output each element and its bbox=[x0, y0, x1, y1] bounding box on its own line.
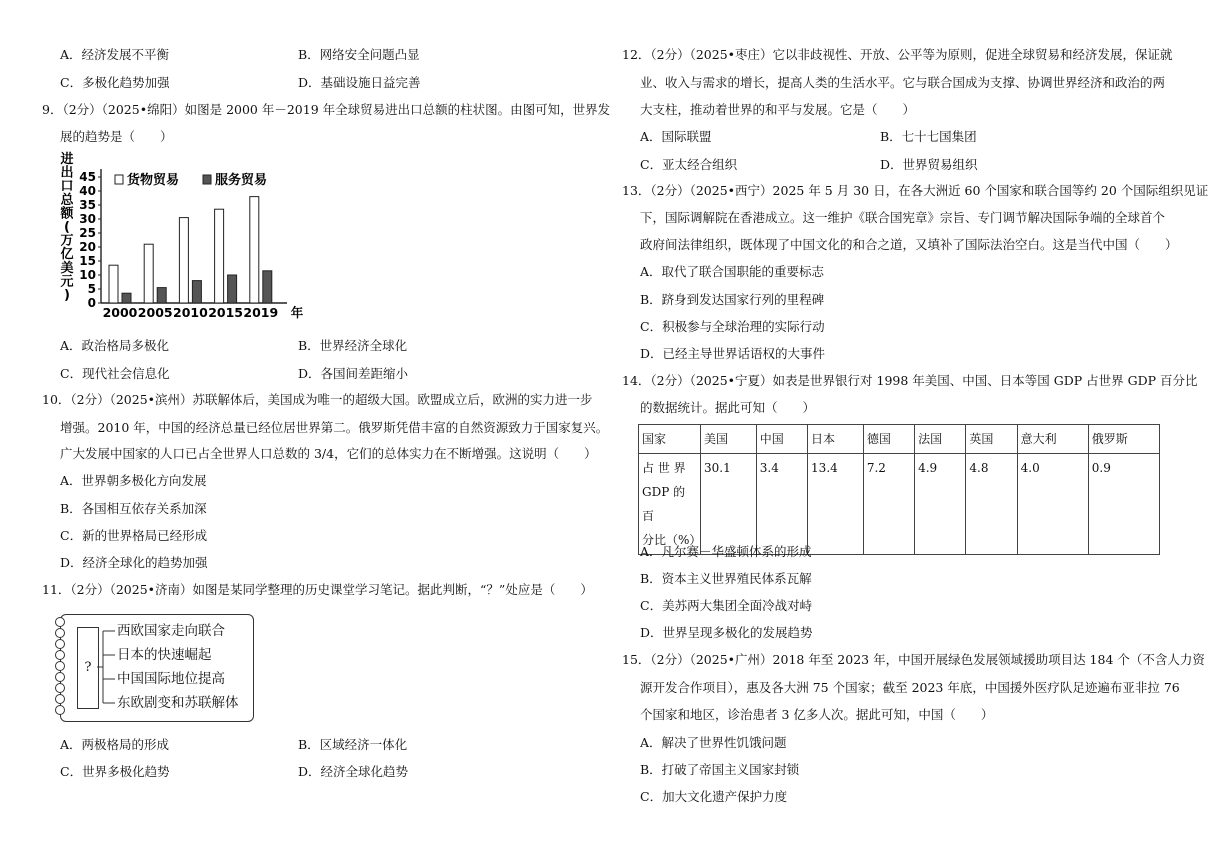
table-cell: 7.2 bbox=[863, 454, 914, 555]
y-axis-label-char: 亿 bbox=[60, 247, 74, 263]
q15-stem-line3: 个国家和地区，诊治患者 3 亿多人次。据此可知，中国（ ） bbox=[640, 707, 994, 722]
q15-stem-line1: 15．（2分）（2025•广州）2018 年至 2023 年，中国开展绿色发展领域援助项目达 184 个（不含人力资 bbox=[622, 652, 1205, 667]
question-mark: ? bbox=[84, 660, 92, 675]
legend-swatch bbox=[115, 175, 123, 184]
legend-label: 货物贸易 bbox=[127, 173, 180, 188]
bracket-lines bbox=[97, 615, 119, 721]
y-tick-label: 30 bbox=[79, 212, 96, 226]
q15-option-c[interactable]: C．加大文化遗产保护力度 bbox=[640, 789, 788, 804]
q10-option-c[interactable]: C．新的世界格局已经形成 bbox=[60, 528, 208, 543]
bar bbox=[192, 281, 201, 303]
table-header-cell: 法国 bbox=[915, 425, 966, 454]
q12-stem-line2: 业、收入与需求的增长，提高人类的生活水平。它与联合国成为支撑、协调世界经济和政治的两 bbox=[640, 75, 1166, 90]
y-axis-label-char: 额 bbox=[60, 206, 74, 222]
bar bbox=[263, 271, 272, 303]
notebook-ring bbox=[55, 705, 65, 715]
x-tick-label: 2019 bbox=[243, 305, 279, 320]
q13-option-d[interactable]: D．已经主导世界话语权的大事件 bbox=[640, 346, 826, 361]
q14-option-a[interactable]: A．凡尔赛－华盛顿体系的形成 bbox=[640, 544, 812, 559]
q15-option-a[interactable]: A．解决了世界性饥饿问题 bbox=[640, 735, 787, 750]
q11-option-a[interactable]: A．两极格局的形成 bbox=[60, 737, 170, 752]
q10-option-d[interactable]: D．经济全球化的趋势加强 bbox=[60, 555, 208, 570]
row-label-line: 分比（%） bbox=[642, 533, 702, 547]
question-mark-box bbox=[77, 627, 99, 709]
q12-option-d[interactable]: D．世界贸易组织 bbox=[880, 157, 978, 172]
table-row bbox=[639, 454, 1160, 555]
bar bbox=[144, 244, 153, 303]
bar bbox=[157, 288, 166, 303]
q9-stem-line1: 9．（2分）（2025•绵阳）如图是 2000 年－2019 年全球贸易进出口总额的柱状图。由图可知，世界发 bbox=[42, 102, 611, 117]
q8-option-c[interactable]: C．多极化趋势加强 bbox=[60, 75, 170, 90]
x-tick-label: 2015 bbox=[208, 305, 243, 320]
bar bbox=[215, 209, 224, 303]
table-cell: 4.0 bbox=[1017, 454, 1088, 555]
table-cell: 3.4 bbox=[756, 454, 807, 555]
table-row-label bbox=[639, 454, 701, 555]
note-item: 西欧国家走向联合 bbox=[117, 623, 225, 639]
table-header-cell: 日本 bbox=[808, 425, 864, 454]
q10-stem-line1: 10．（2分）（2025•滨州）苏联解体后，美国成为唯一的超级大国。欧盟成立后，欧洲的实力进一步 bbox=[42, 392, 593, 407]
q11-stem: 11．（2分）（2025•济南）如图是某同学整理的历史课堂学习笔记。据此判断，“？”处应是（ ） bbox=[42, 582, 593, 597]
q12-option-c[interactable]: C．亚太经合组织 bbox=[640, 157, 738, 172]
bar bbox=[179, 218, 188, 303]
q10-option-b[interactable]: B．各国相互依存关系加深 bbox=[60, 501, 207, 516]
notebook-ring bbox=[55, 628, 65, 638]
trade-bar-chart bbox=[55, 152, 304, 325]
q10-stem-line2: 增强。2010 年，中国的经济总量已经位居世界第二。俄罗斯凭借丰富的自然资源致力于国家复兴。 bbox=[60, 420, 609, 435]
table-header-cell: 意大利 bbox=[1017, 425, 1088, 454]
table-cell: 13.4 bbox=[808, 454, 864, 555]
notebook-ring bbox=[55, 661, 65, 671]
table-cell: 4.9 bbox=[915, 454, 966, 555]
notebook-ring bbox=[55, 683, 65, 693]
q9-option-c[interactable]: C．现代社会信息化 bbox=[60, 366, 170, 381]
note-item: 东欧剧变和苏联解体 bbox=[117, 695, 239, 711]
y-tick-label: 20 bbox=[79, 240, 96, 254]
y-tick-label: 5 bbox=[87, 282, 96, 296]
notebook-ring bbox=[55, 617, 65, 627]
y-axis-label-char: 万 bbox=[60, 233, 74, 249]
table-header-cell: 俄罗斯 bbox=[1088, 425, 1159, 454]
q8-option-b[interactable]: B．网络安全问题凸显 bbox=[298, 47, 420, 62]
gdp-table bbox=[638, 424, 1160, 555]
q11-option-c[interactable]: C．世界多极化趋势 bbox=[60, 764, 170, 779]
y-axis-label-char: ) bbox=[64, 288, 70, 303]
y-tick-label: 35 bbox=[79, 198, 96, 212]
note-item: 中国国际地位提高 bbox=[117, 671, 225, 687]
table-header-cell: 国家 bbox=[639, 425, 701, 454]
x-tick-label: 2005 bbox=[137, 305, 173, 320]
y-tick-label: 10 bbox=[79, 268, 96, 282]
q9-option-b[interactable]: B．世界经济全球化 bbox=[298, 338, 408, 353]
x-tick-label: 2010 bbox=[173, 305, 208, 320]
row-label-line: GDP 的 百 bbox=[642, 485, 686, 523]
note-item: 日本的快速崛起 bbox=[117, 647, 212, 663]
y-tick-label: 25 bbox=[79, 226, 96, 240]
legend-swatch bbox=[203, 175, 211, 184]
y-tick-label: 40 bbox=[79, 184, 96, 198]
x-tick-label: 2000 bbox=[102, 305, 138, 320]
q13-stem-line2: 下，国际调解院在香港成立。这一维护《联合国宪章》宗旨、专门调节解决国际争端的全球首个 bbox=[640, 210, 1166, 225]
bar bbox=[228, 275, 237, 303]
study-notebook bbox=[60, 614, 254, 722]
table-cell: 30.1 bbox=[701, 454, 757, 555]
y-axis-label-char: 出 bbox=[60, 165, 74, 181]
table-cell: 0.9 bbox=[1088, 454, 1159, 555]
table-header-cell: 中国 bbox=[756, 425, 807, 454]
q12-option-b[interactable]: B．七十七国集团 bbox=[880, 129, 977, 144]
q14-stem-line1: 14．（2分）（2025•宁夏）如表是世界银行对 1998 年美国、中国、日本等国 GDP 占世界 GDP 百分比 bbox=[622, 373, 1198, 388]
row-label-line: 占 世 界 bbox=[642, 461, 686, 475]
q12-option-a[interactable]: A．国际联盟 bbox=[640, 129, 712, 144]
q12-stem-line3: 大支柱，推动着世界的和平与发展。它是（ ） bbox=[640, 102, 916, 117]
notebook-ring bbox=[55, 650, 65, 660]
q8-option-a[interactable]: A．经济发展不平衡 bbox=[60, 47, 170, 62]
x-axis-unit: 年 bbox=[290, 305, 304, 320]
table-cell: 4.8 bbox=[966, 454, 1017, 555]
q10-stem-line3: 广大发展中国家的人口已占全世界人口总数的 3/4，它们的总体实力在不断增强。这说明（ ） bbox=[60, 446, 597, 461]
q14-option-c[interactable]: C．美苏两大集团全面冷战对峙 bbox=[640, 598, 813, 613]
notebook-ring bbox=[55, 672, 65, 682]
q13-stem-line1: 13．（2分）（2025•西宁）2025 年 5 月 30 日，在各大洲近 60 个国家和联合国等约 20 个国际组织见证 bbox=[622, 183, 1208, 198]
notebook-ring bbox=[55, 694, 65, 704]
q13-option-a[interactable]: A．取代了联合国职能的重要标志 bbox=[640, 264, 825, 279]
q11-option-b[interactable]: B．区域经济一体化 bbox=[298, 737, 408, 752]
q14-option-d[interactable]: D．世界呈现多极化的发展趋势 bbox=[640, 625, 813, 640]
q12-stem-line1: 12．（2分）（2025•枣庄）它以非歧视性、开放、公平等为原则，促进全球贸易和经济发展，保证就 bbox=[622, 47, 1173, 62]
table-header-row bbox=[639, 425, 1160, 454]
legend-label: 服务贸易 bbox=[215, 173, 268, 188]
q9-option-d[interactable]: D．各国间差距缩小 bbox=[298, 366, 409, 381]
q10-option-a[interactable]: A．世界朝多极化方向发展 bbox=[60, 473, 207, 488]
notebook-ring bbox=[55, 639, 65, 649]
y-tick-label: 45 bbox=[79, 170, 96, 184]
y-tick-label: 0 bbox=[87, 296, 96, 310]
q13-stem-line3: 政府间法律组织，既体现了中国文化的和合之道，又填补了国际法治空白。这是当代中国（ ） bbox=[640, 237, 1178, 252]
table-header-cell: 德国 bbox=[863, 425, 914, 454]
y-axis-label-char: 总 bbox=[60, 192, 74, 208]
bar bbox=[122, 293, 131, 303]
q15-option-b[interactable]: B．打破了帝国主义国家封锁 bbox=[640, 762, 800, 777]
y-axis-label-char: ( bbox=[64, 220, 70, 235]
y-axis-label-char: 美 bbox=[60, 260, 74, 276]
y-axis-label-char: 口 bbox=[60, 179, 74, 195]
y-axis-label-char: 元 bbox=[60, 274, 74, 290]
q13-option-c[interactable]: C．积极参与全球治理的实际行动 bbox=[640, 319, 825, 334]
q9-option-a[interactable]: A．政治格局多极化 bbox=[60, 338, 170, 353]
y-axis-label-char: 进 bbox=[60, 152, 74, 167]
bar bbox=[109, 265, 118, 303]
right-column bbox=[600, 0, 1208, 847]
q13-option-b[interactable]: B．跻身到发达国家行列的里程碑 bbox=[640, 292, 825, 307]
bar bbox=[250, 197, 259, 303]
q15-stem-line2: 源开发合作项目），惠及各大洲 75 个国家；截至 2023 年底，中国援外医疗队足迹遍布亚非拉 76 bbox=[640, 680, 1180, 695]
q9-stem-line2: 展的趋势是（ ） bbox=[60, 129, 173, 144]
q11-option-d[interactable]: D．经济全球化趋势 bbox=[298, 764, 409, 779]
table-header-cell: 美国 bbox=[701, 425, 757, 454]
q14-option-b[interactable]: B．资本主义世界殖民体系瓦解 bbox=[640, 571, 812, 586]
y-tick-label: 15 bbox=[79, 254, 96, 268]
q14-stem-line2: 的数据统计。据此可知（ ） bbox=[640, 400, 816, 415]
q8-option-d[interactable]: D．基础设施日益完善 bbox=[298, 75, 421, 90]
table-header-cell: 英国 bbox=[966, 425, 1017, 454]
